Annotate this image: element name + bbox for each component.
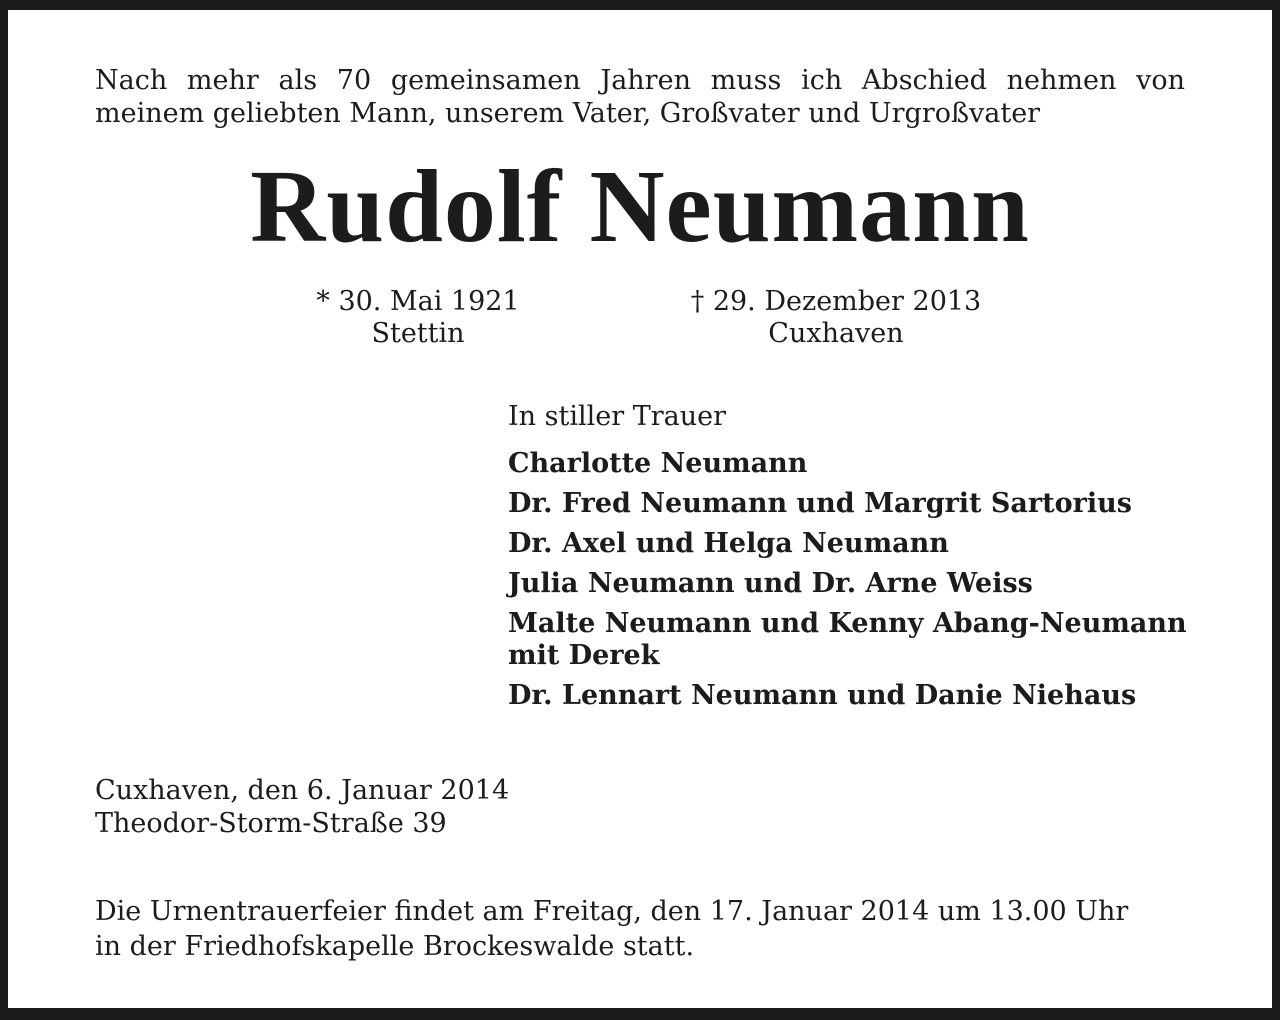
ceremony-line: Die Urnentrauerfeier findet am Freitag, den 17. Januar 2014 um 13.00 Uhr bbox=[95, 896, 1129, 927]
mourner-name: Julia Neumann und Dr. Arne Weiss bbox=[508, 568, 1033, 599]
deceased-name: Rudolf Neumann bbox=[250, 149, 1030, 264]
mourner-name: Dr. Axel und Helga Neumann bbox=[508, 528, 949, 559]
birth-place: Stettin bbox=[371, 318, 465, 349]
ceremony-info bbox=[95, 894, 1128, 964]
mourner-entry bbox=[508, 528, 1187, 560]
mourner-name: Dr. Lennart Neumann und Danie Niehaus bbox=[508, 680, 1137, 711]
mourner-list bbox=[508, 448, 1187, 720]
intro-text bbox=[95, 64, 1185, 130]
mourner-name: Dr. Fred Neumann und Margrit Sartorius bbox=[508, 488, 1132, 519]
death-place: Cuxhaven bbox=[768, 318, 904, 349]
intro-line: Nach mehr als 70 gemeinsamen Jahren muss ich Abschied nehmen von bbox=[95, 65, 1185, 96]
mourner-entry bbox=[508, 488, 1187, 520]
mourner-entry bbox=[508, 448, 1187, 480]
birth-date: * 30. Mai 1921 bbox=[316, 286, 520, 317]
place-date-line: Cuxhaven, den 6. Januar 2014 bbox=[95, 775, 510, 806]
address-line: Theodor-Storm-Straße 39 bbox=[95, 808, 447, 839]
birth-info bbox=[308, 286, 528, 350]
death-date: † 29. Dezember 2013 bbox=[690, 286, 982, 317]
mourner-name: Charlotte Neumann bbox=[508, 448, 808, 479]
ceremony-line: in der Friedhofskapelle Brockeswalde statt. bbox=[95, 931, 695, 962]
intro-line: meinem geliebten Mann, unserem Vater, Großvater und Urgroßvater bbox=[95, 98, 1041, 129]
mourner-entry bbox=[508, 680, 1187, 712]
place-and-date bbox=[95, 774, 509, 840]
mourning-intro: In stiller Trauer bbox=[508, 401, 727, 432]
mourner-entry bbox=[508, 568, 1187, 600]
mourner-name-continuation: mit Derek bbox=[508, 640, 660, 671]
mourner-name: Malte Neumann und Kenny Abang-Neumann bbox=[508, 608, 1187, 639]
mourner-entry bbox=[508, 608, 1187, 672]
death-info bbox=[676, 286, 996, 350]
